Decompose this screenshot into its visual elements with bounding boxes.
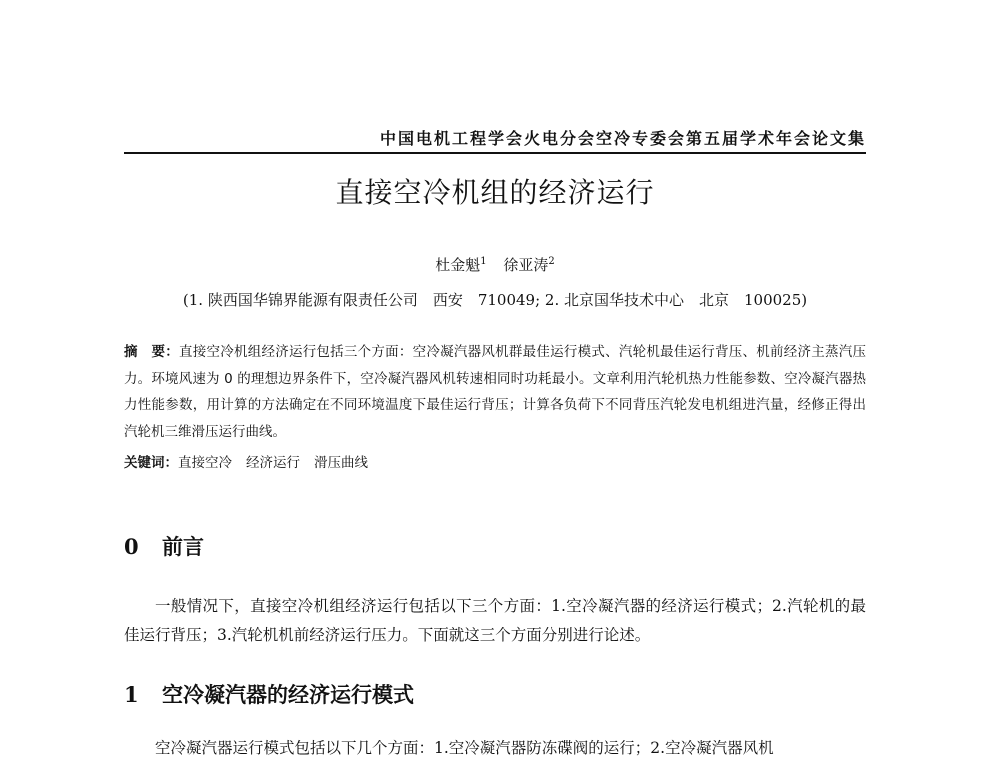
section-title: 空冷凝汽器的经济运行模式	[162, 682, 414, 707]
running-header: 中国电机工程学会火电分会空冷专委会第五届学术年会论文集	[379, 129, 866, 148]
section-0-paragraph: 一般情况下，直接空冷机组经济运行包括以下三个方面：1.空冷凝汽器的经济运行模式；2.汽轮机的最佳运行背压；3.汽轮机机前经济运行压力。下面就这三个方面分别进行论述。	[124, 597, 866, 644]
author-2	[503, 256, 554, 274]
keywords-label: 关键词：	[124, 455, 178, 471]
author-affiliation-mark: 2	[548, 256, 555, 267]
abstract-label: 摘 要：	[124, 344, 179, 360]
author-affiliation-mark: 1	[480, 256, 487, 267]
keyword: 经济运行	[246, 455, 300, 471]
author-name: 杜金魁	[435, 256, 481, 274]
abstract	[124, 339, 866, 445]
header-rule	[124, 152, 866, 154]
section-1-paragraph: 空冷凝汽器运行模式包括以下几个方面：1.空冷凝汽器防冻碟阀的运行；2.空冷凝汽器风机	[155, 739, 774, 757]
section-heading-1	[124, 679, 414, 709]
author-line	[124, 254, 866, 275]
keywords	[124, 451, 866, 471]
abstract-text: 直接空冷机组经济运行包括三个方面：空冷凝汽器风机群最佳运行模式、汽轮机最佳运行背压、机前经济主蒸汽压力。环境风速为 0 的理想边界条件下，空冷凝汽器风机转速相同时功耗最小。文章利用汽轮机热力性能参数、空冷凝汽器热力性能参数，用计算的方法确定在不同环境温度下最佳运行背压；计算各负荷下不同背压汽轮发电机组进汽量，经修正得出汽轮机三维滑压运行曲线。	[124, 344, 867, 440]
paper-title: 直接空冷机组的经济运行	[335, 176, 655, 209]
author-1	[435, 256, 486, 274]
author-name: 徐亚涛	[503, 256, 549, 274]
section-number: 1	[124, 682, 139, 707]
section-title: 前言	[162, 534, 204, 559]
section-number: 0	[124, 534, 139, 559]
section-heading-0	[124, 531, 204, 561]
keyword: 滑压曲线	[314, 455, 368, 471]
affiliations: (1. 陕西国华锦界能源有限责任公司 西安 710049; 2. 北京国华技术中心 北京 100025)	[182, 291, 808, 309]
keyword: 直接空冷	[178, 455, 232, 471]
